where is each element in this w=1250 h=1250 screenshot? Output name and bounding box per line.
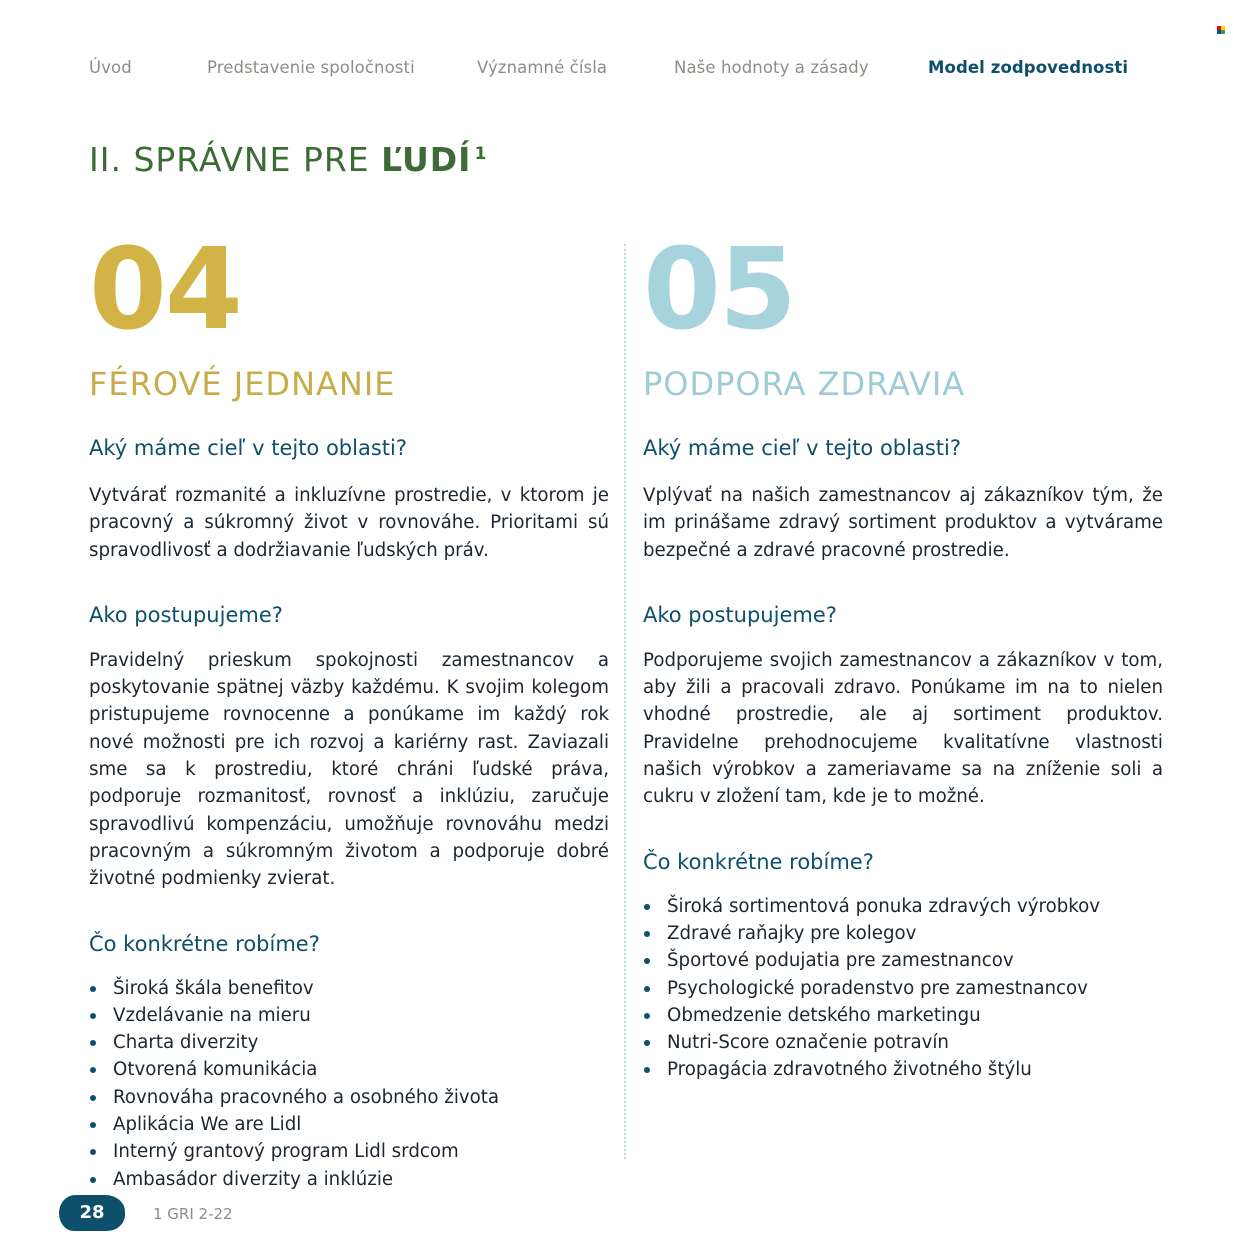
column-divider	[624, 244, 626, 1159]
question-approach: Ako postupujeme?	[643, 602, 837, 627]
list-item: Ambasádor diverzity a inklúzie	[89, 1166, 609, 1193]
nav-item-vyznamne-cisla[interactable]: Významné čísla	[477, 58, 608, 77]
nav-item-hodnoty[interactable]: Naše hodnoty a zásady	[674, 58, 869, 77]
question-goal: Aký máme cieľ v tejto oblasti?	[89, 436, 407, 460]
section-title-prefix: II. SPRÁVNE PRE	[89, 140, 382, 179]
nav-item-uvod[interactable]: Úvod	[89, 58, 132, 77]
top-navigation	[89, 58, 1250, 82]
pillar-number: 04	[89, 225, 241, 355]
list-item: Otvorená komunikácia	[89, 1056, 609, 1083]
actions-list	[89, 975, 609, 1193]
pillar-05	[643, 225, 1163, 1084]
list-item: Vzdelávanie na mieru	[89, 1002, 609, 1029]
list-item: Zdravé raňajky pre kolegov	[643, 920, 1163, 947]
nav-item-predstavenie[interactable]: Predstavenie spoločnosti	[207, 58, 415, 77]
list-item: Interný grantový program Lidl srdcom	[89, 1138, 609, 1165]
list-item: Rovnováha pracovného a osobného života	[89, 1084, 609, 1111]
brand-logo-icon	[1217, 26, 1225, 34]
approach-paragraph: Pravidelný prieskum spokojnosti zamestnancov a poskytovanie spätnej väzby každému. K svojim kolegom pristupujeme rovnocenne a ponúkame im každý rok nové možnosti pre ich rozvoj a kariérny rast. Zaviazali sme sa k prostrediu, ktoré chráni ľudské práva, podporuje rozmanitosť, rovnosť a inklúziu, zaručuje spravodlivú kompenzáciu, umožňuje rovnováhu medzi pracovným a súkromným životom a podporuje dobré životné podmienky zvierat.	[89, 649, 609, 890]
question-approach: Ako postupujeme?	[89, 602, 283, 627]
section-title	[89, 140, 487, 179]
pillar-title: FÉROVÉ JEDNANIE	[89, 365, 396, 403]
list-item: Široká škála benefitov	[89, 975, 609, 1002]
list-item: Charta diverzity	[89, 1029, 609, 1056]
list-item: Obmedzenie detského marketingu	[643, 1002, 1163, 1029]
goal-paragraph: Vplývať na našich zamestnancov aj zákazníkov tým, že im prinášame zdravý sortiment produktov a vytvárame bezpečné a zdravé pracovné prostredie.	[643, 485, 1163, 561]
approach-paragraph: Podporujeme svojich zamestnancov a zákazníkov v tom, aby žili a pracovali zdravo. Ponúkame im na to nielen vhodné prostredie, ale aj sortiment produktov. Pravidelne prehodnocujeme kvalitatívne vlastnosti našich výrobkov a zameriavame sa na zníženie soli a cukru v zložení tam, kde je to možné.	[643, 649, 1163, 808]
list-item: Široká sortimentová ponuka zdravých výrobkov	[643, 893, 1163, 920]
question-actions: Čo konkrétne robíme?	[89, 931, 320, 956]
list-item: Nutri-Score označenie potravín	[643, 1029, 1163, 1056]
actions-list	[643, 893, 1163, 1084]
pillar-number: 05	[643, 225, 795, 355]
page-number-badge: 28	[59, 1195, 125, 1231]
footnote-mark: 1	[474, 144, 488, 164]
goal-paragraph: Vytvárať rozmanité a inkluzívne prostredie, v ktorom je pracovný a súkromný život v rovnováhe. Prioritami sú spravodlivosť a dodržiavanie ľudských práv.	[89, 485, 609, 561]
nav-item-model-zodpovednosti[interactable]: Model zodpovednosti	[928, 58, 1129, 77]
question-actions: Čo konkrétne robíme?	[643, 849, 874, 874]
footnote: 1 GRI 2-22	[153, 1205, 233, 1223]
question-goal: Aký máme cieľ v tejto oblasti?	[643, 436, 961, 460]
pillar-title: PODPORA ZDRAVIA	[643, 365, 966, 403]
list-item: Aplikácia We are Lidl	[89, 1111, 609, 1138]
list-item: Propagácia zdravotného životného štýlu	[643, 1056, 1163, 1083]
pillar-04	[89, 225, 609, 1193]
list-item: Psychologické poradenstvo pre zamestnancov	[643, 975, 1163, 1002]
section-title-bold: ĽUDÍ	[381, 140, 472, 179]
list-item: Športové podujatia pre zamestnancov	[643, 947, 1163, 974]
